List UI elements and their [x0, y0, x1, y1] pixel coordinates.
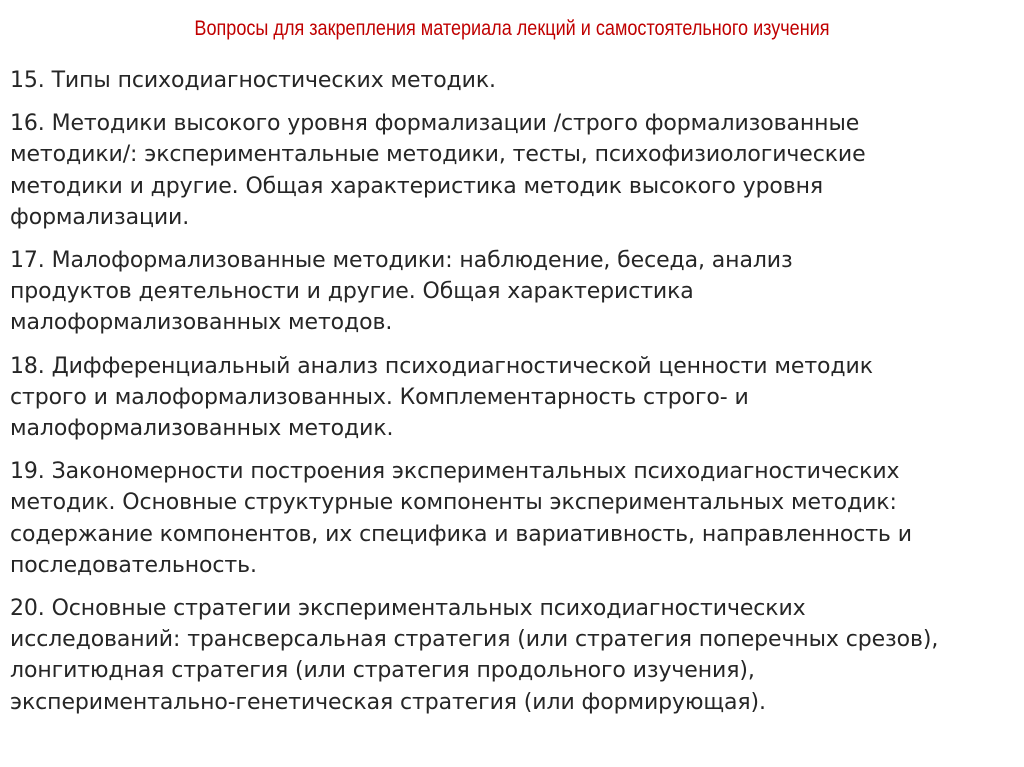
question-item-20: [10, 593, 1020, 718]
question-line: строго и малоформализованных. Комплементарность строго- и: [10, 384, 749, 410]
question-line: содержание компонентов, их специфика и вариативность, направленность и: [10, 521, 912, 547]
question-item-15: [10, 65, 1020, 96]
question-item-19: [10, 456, 1020, 581]
question-line: экспериментально-генетическая стратегия (или формирующая).: [10, 689, 766, 715]
question-line: продуктов деятельности и другие. Общая характеристика: [10, 279, 694, 305]
question-line: 15. Типы психодиагностических методик.: [10, 68, 496, 93]
question-line: 19. Закономерности построения экспериментальных психодиагностических: [10, 459, 900, 485]
question-item-18: [10, 351, 1020, 445]
question-line: 17. Малоформализованные методики: наблюдение, беседа, анализ: [10, 248, 793, 274]
question-item-16: [10, 108, 1020, 233]
question-line: методики и другие. Общая характеристика методик высокого уровня: [10, 173, 824, 199]
question-line: исследований: трансверсальная стратегия (или стратегия поперечных срезов),: [10, 627, 939, 653]
question-line: последовательность.: [10, 552, 257, 578]
question-line: малоформализованных методов.: [10, 310, 393, 336]
question-line: методик. Основные структурные компоненты экспериментальных методик:: [10, 490, 897, 516]
question-line: малоформализованных методик.: [10, 416, 394, 442]
question-line: 18. Дифференциальный анализ психодиагностической ценности методик: [10, 353, 873, 379]
question-line: методики/: экспериментальные методики, тесты, психофизиологические: [10, 142, 866, 168]
question-line: лонгитюдная стратегия (или стратегия продольного изучения),: [10, 658, 755, 684]
questions-list: [10, 65, 1020, 730]
question-line: 16. Методики высокого уровня формализации /строго формализованные: [10, 111, 860, 137]
question-line: формализации.: [10, 204, 190, 230]
slide-title: Вопросы для закрепления материала лекций и самостоятельного изучения: [194, 17, 830, 40]
question-line: 20. Основные стратегии экспериментальных психодиагностических: [10, 596, 806, 622]
question-item-17: [10, 245, 1020, 339]
